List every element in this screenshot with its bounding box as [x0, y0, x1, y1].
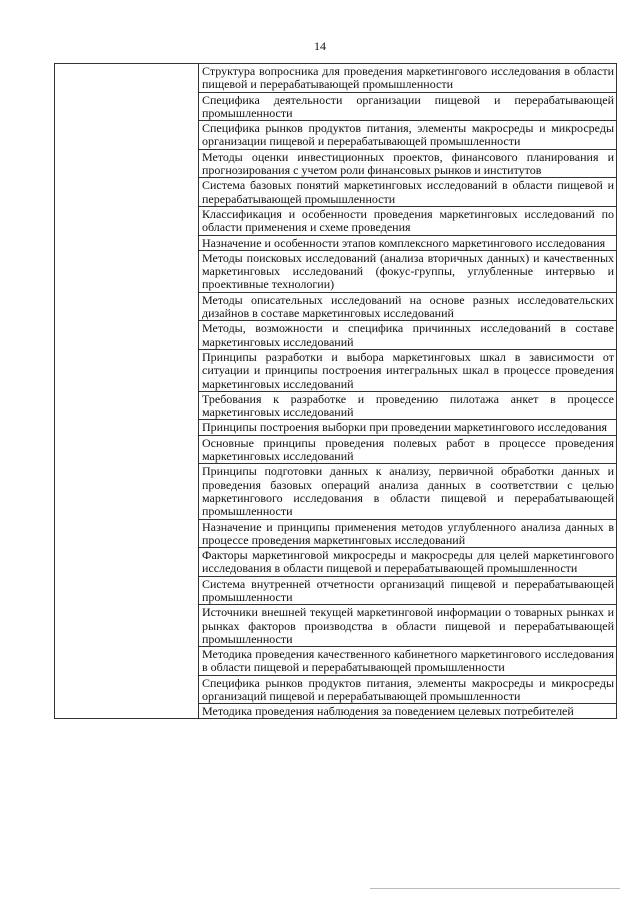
- table-cell: [199, 235, 617, 250]
- knowledge-table: [54, 63, 617, 719]
- table-cell: [199, 605, 617, 647]
- cell-text: Методика проведения наблюдения за поведением целевых потребителей: [202, 704, 574, 719]
- cell-text: Принципы разработки и выбора маркетинговых шкал в зависимости от ситуации и принципы построения интегральных шкал в процессе проведения маркетинговых исследований: [202, 349, 614, 391]
- cell-text: Система базовых понятий маркетинговых исследований в области пищевой и перерабатывающей промышленности: [202, 178, 614, 206]
- table-cell: [199, 121, 617, 150]
- cell-text: Источники внешней текущей маркетинговой информации о товарных рынках и рынках факторов производства в области пищевой и перерабатывающей промышленности: [202, 605, 614, 646]
- page-bottom-rule: [370, 888, 620, 889]
- cell-text: Принципы подготовки данных к анализу, первичной обработки данных и проведения базовых операций анализа данных в соответствии с целью маркетингового исследования в области пищевой и перерабатывающей промышленности: [202, 464, 614, 519]
- table-cell: [199, 420, 617, 435]
- table-row: [55, 64, 617, 93]
- cell-text: Методы, возможности и специфика причинных исследований в составе маркетинговых исследований: [202, 321, 614, 349]
- page-number: 14: [314, 39, 326, 53]
- cell-text: Методика проведения качественного кабинетного маркетингового исследования в области пищевой и перерабатывающей промышленности: [202, 647, 614, 675]
- cell-text: Требования к разработке и проведению пилотажа анкет в процессе маркетинговых исследований: [202, 391, 614, 420]
- table-cell: [199, 704, 617, 719]
- cell-text: Специфика деятельности организации пищевой и перерабатывающей промышленности: [202, 92, 614, 120]
- table-cell: [199, 548, 617, 577]
- table-cell: [199, 519, 617, 548]
- cell-text: Методы поисковых исследований (анализа вторичных данных) и качественных маркетинговых исследований (фокус-группы, углубленные интервью и проективные технологии): [202, 250, 614, 292]
- table-cell: [199, 64, 617, 93]
- cell-text: Методы описательных исследований на основе разных исследовательских дизайнов в составе маркетинговых исследований: [202, 292, 614, 321]
- cell-text: Специфика рынков продуктов питания, элементы макросреды и микросреды организации пищевой и перерабатывающей промышленности: [202, 121, 614, 149]
- cell-text: Назначение и принципы применения методов углубленного анализа данных в процессе проведения маркетинговых исследований: [202, 519, 614, 547]
- table-cell: [199, 292, 617, 321]
- table-cell: [199, 464, 617, 519]
- table-cell: [199, 647, 617, 676]
- table-cell: [199, 250, 617, 292]
- table-cell: [199, 149, 617, 178]
- table-cell: [199, 206, 617, 235]
- cell-text: Основные принципы проведения полевых работ в процессе проведения маркетинговых исследований: [202, 435, 614, 464]
- cell-text: Факторы маркетинговой микросреды и макросреды для целей маркетингового исследования в области пищевой и перерабатывающей промышленности: [202, 548, 614, 576]
- table-cell: [199, 178, 617, 207]
- cell-text: Классификация и особенности проведения маркетинговых исследований по области применения и схеме проведения: [202, 206, 614, 235]
- table-cell: [199, 391, 617, 420]
- table-cell: [199, 675, 617, 704]
- cell-text: Специфика рынков продуктов питания, элементы макросреды и микросреды организаций пищевой и перерабатывающей промышленности: [202, 675, 614, 704]
- cell-text: Структура вопросника для проведения маркетингового исследования в области пищевой и перерабатывающей промышленности: [202, 64, 614, 92]
- cell-text: Назначение и особенности этапов комплексного маркетингового исследования: [202, 235, 606, 250]
- table-cell: [199, 349, 617, 391]
- table-cell: [199, 576, 617, 605]
- cell-text: Принципы построения выборки при проведении маркетингового исследования: [202, 420, 608, 435]
- table-cell: [199, 92, 617, 121]
- cell-text: Методы оценки инвестиционных проектов, финансового планирования и прогнозирования с учетом роли финансовых рынков и институтов: [202, 149, 614, 178]
- table-cell: [199, 321, 617, 350]
- table-left-cell: [55, 64, 199, 719]
- cell-text: Система внутренней отчетности организаций пищевой и перерабатывающей промышленности: [202, 576, 614, 604]
- table-cell: [199, 435, 617, 464]
